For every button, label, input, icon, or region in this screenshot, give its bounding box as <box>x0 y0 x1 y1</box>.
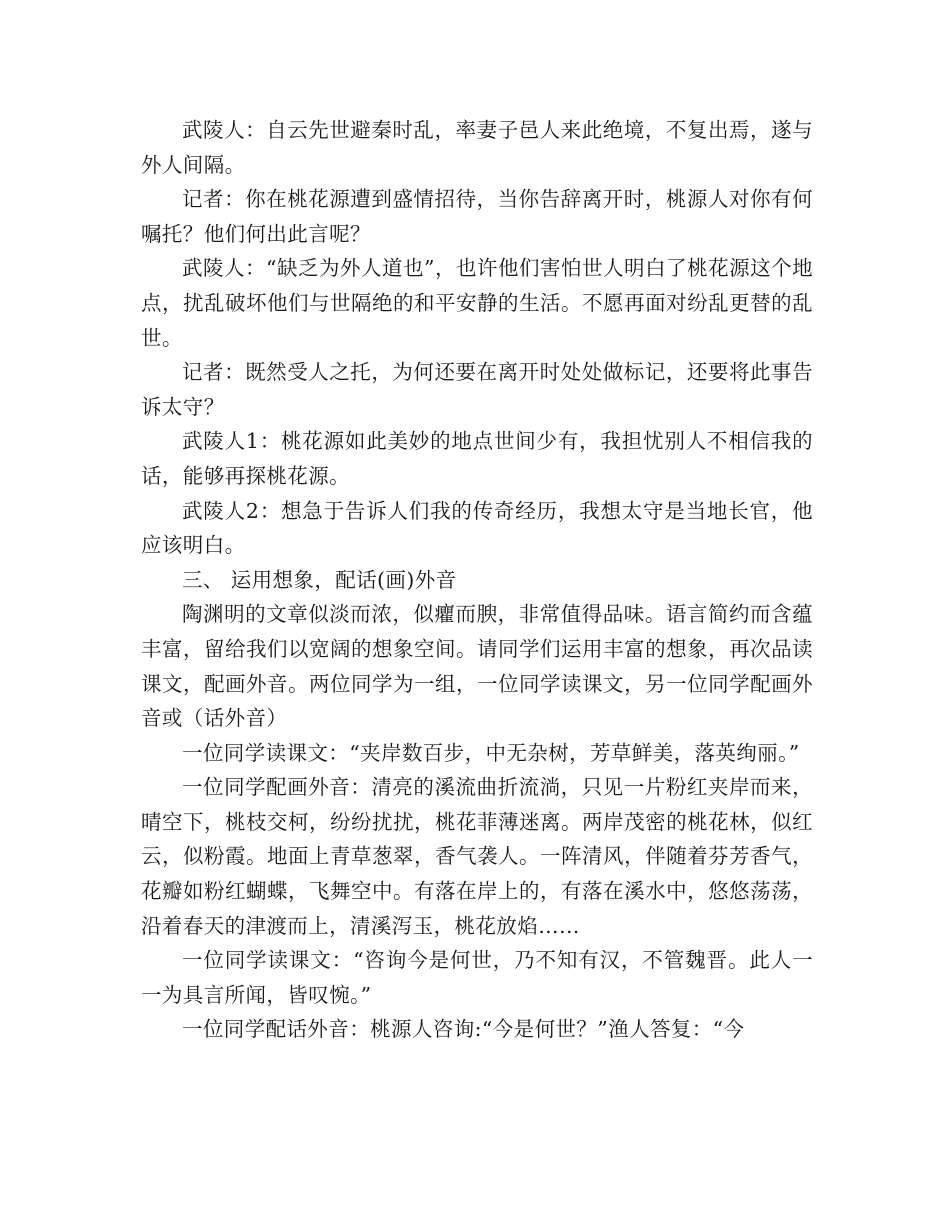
document-body <box>141 113 813 1047</box>
paragraph-reporter-question-entrust: 记者：你在桃花源遭到盛情招待，当你告辞离开时，桃源人对你有何嘱托？他们何出此言呢？ <box>141 187 813 246</box>
section-heading-three: 三、 运用想象，配话(画)外音 <box>182 567 457 592</box>
paragraph-voiceover-2: 一位同学配话外音：桃源人咨询:“今是何世？”渔人答复：“今 <box>182 1017 745 1042</box>
paragraph-wuling-reply-1: 武陵人1：桃花源如此美妙的地点世间少有，我担忧别人不相信我的话，能够再探桃花源。 <box>141 429 813 488</box>
paragraph-reporter-question-mark: 记者：既然受人之托，为何还要在离开时处处做标记，还要将此事告诉太守？ <box>141 360 813 419</box>
paragraph-wuling-reply-origin: 武陵人：自云先世避秦时乱，率妻子邑人来此绝境，不复出焉，遂与外人间隔。 <box>141 118 813 177</box>
paragraph-read-text-1: 一位同学读课文：“夹岸数百步，中无杂树，芳草鲜美，落英绚丽。” <box>182 740 800 765</box>
paragraph-imagination-intro: 陶渊明的文章似淡而浓，似癯而腴，非常值得品味。语言简约而含蕴丰富，留给我们以宽阔的想象空间。请同学们运用丰富的想象，再次品读课文，配画外音。两位同学为一组，一位同学读课文，另一位同学配画外音或（话外音） <box>141 602 813 731</box>
paragraph-voiceover-1: 一位同学配画外音：清亮的溪流曲折流淌，只见一片粉红夹岸而来，晴空下，桃枝交柯，纷纷扰扰，桃花菲薄迷离。两岸茂密的桃花林，似红云，似粉霞。地面上青草葱翠，香气袭人。一阵清风，伴随着芬芳香气，花瓣如粉红蝴蝶，飞舞空中。有落在岸上的，有落在溪水中，悠悠荡荡，沿着春天的津渡而上，清溪泻玉，桃花放焰…… <box>141 775 813 938</box>
paragraph-read-text-2: 一位同学读课文：“咨询今是何世，乃不知有汉，不管魏晋。此人一一为具言所闻，皆叹惋。” <box>141 948 813 1007</box>
paragraph-wuling-reply-secret: 武陵人：“缺乏为外人道也”，也许他们害怕世人明白了桃花源这个地点，扰乱破坏他们与世隔绝的和平安静的生活。不愿再面对纷乱更替的乱世。 <box>141 256 813 350</box>
paragraph-wuling-reply-2: 武陵人2：想急于告诉人们我的传奇经历，我想太守是当地长官，他应该明白。 <box>141 498 813 558</box>
